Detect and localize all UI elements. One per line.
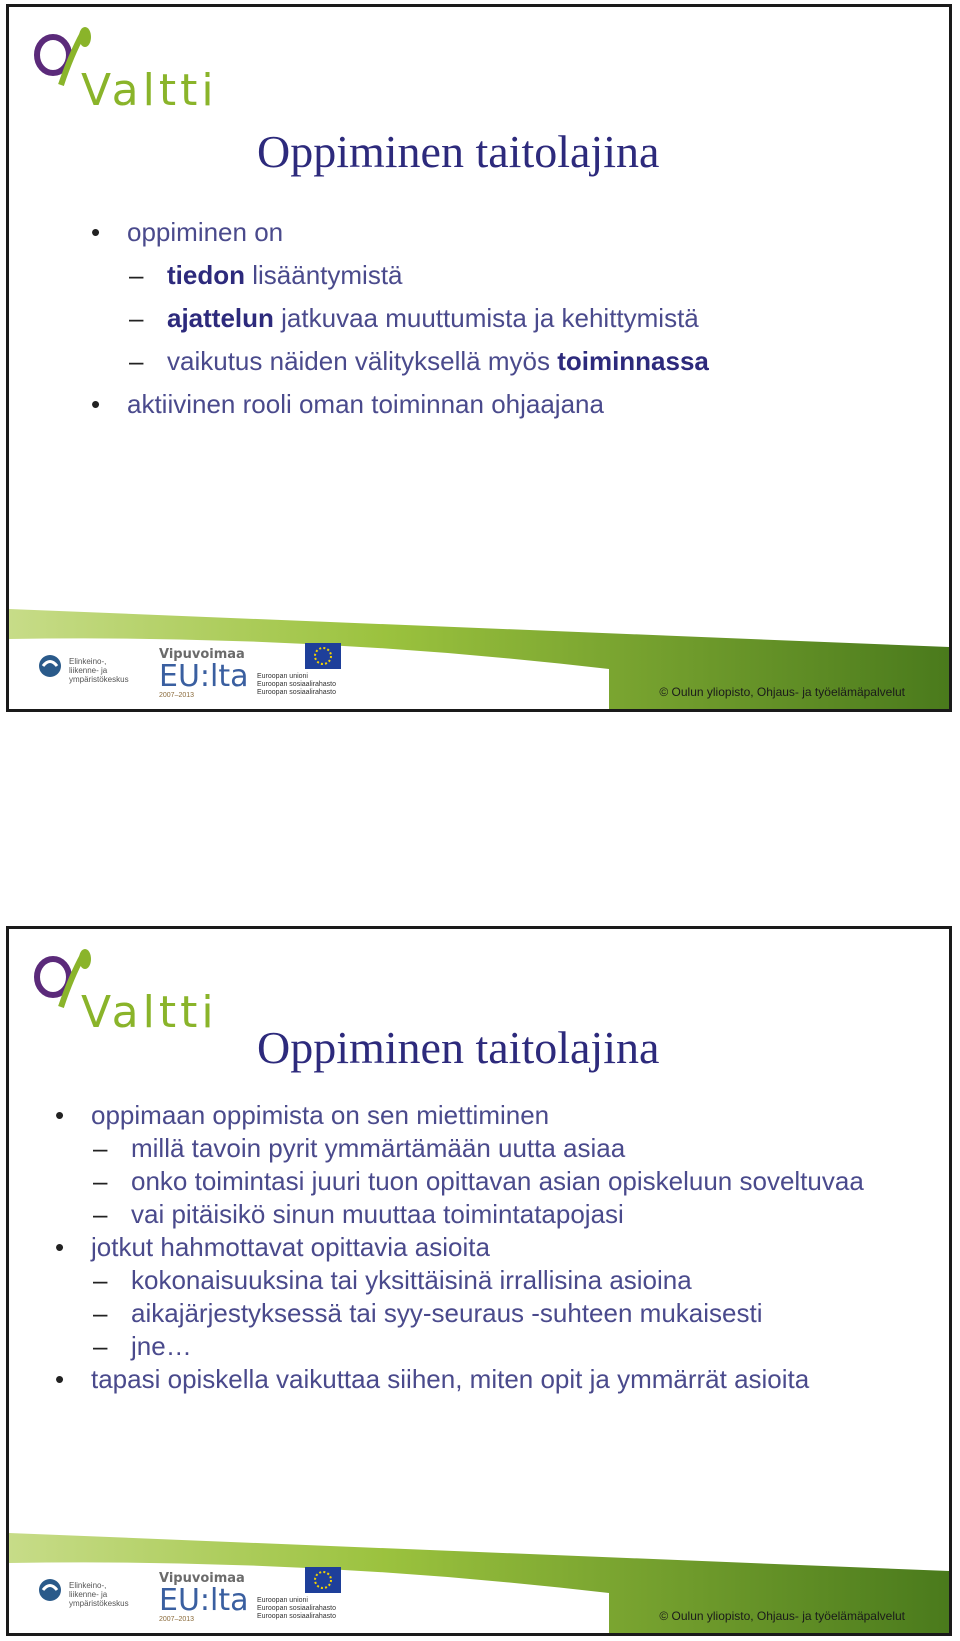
bullet-text: jne…: [131, 1331, 192, 1361]
sub-bullet-item: [91, 297, 911, 340]
slide-title: Oppiminen taitolajina: [257, 1022, 660, 1073]
bullet-item: [55, 1099, 925, 1132]
valtti-logo: [31, 25, 221, 125]
ely-logo: [37, 653, 137, 689]
esr-text: Euroopan unioni Euroopan sosiaalirahasto Euroopan sosiaalirahasto: [257, 1597, 336, 1620]
dash-marker: –: [93, 1133, 108, 1163]
bullet-text: aikajärjestyksessä tai syy-seuraus -suhteen mukaisesti: [131, 1298, 763, 1328]
valtti-logo-text: Valtti: [81, 65, 218, 116]
bullet-item: [91, 211, 911, 254]
dash-marker: –: [93, 1199, 108, 1229]
bullet-text: tapasi opiskella vaikuttaa siihen, miten opit ja ymmärrät asioita: [91, 1364, 810, 1394]
dash-marker: –: [129, 260, 144, 290]
bullet-text: millä tavoin pyrit ymmärtämään uutta asiaa: [131, 1133, 626, 1163]
slide-1: [6, 4, 952, 712]
vipuvoimaa-text: Vipuvoimaa: [159, 1571, 245, 1586]
bullet-text: jotkut hahmottavat opittavia asioita: [91, 1232, 490, 1262]
copyright: [659, 685, 905, 699]
sub-bullet-item: [55, 1132, 925, 1165]
copyright-text: Oulun yliopisto, Ohjaus- ja työelämäpalvelut: [671, 685, 905, 699]
dash-marker: –: [93, 1331, 108, 1361]
eu-years-text: 2007–2013: [159, 1616, 195, 1623]
sub-bullet-item: [55, 1330, 925, 1363]
dash-marker: –: [129, 346, 144, 376]
eu-years-text: 2007–2013: [159, 692, 195, 699]
bullet-marker: •: [55, 1364, 65, 1394]
bullet-marker: •: [91, 217, 101, 247]
bullet-item: [55, 1231, 925, 1264]
dash-marker: –: [93, 1166, 108, 1196]
bullet-text: vaikutus näiden välityksellä myös: [167, 346, 558, 376]
slide-content: [55, 1099, 925, 1396]
bullet-text: tiedon: [167, 260, 245, 290]
esr-text: Euroopan unioni Euroopan sosiaalirahasto Euroopan sosiaalirahasto: [257, 673, 336, 696]
bullet-item: [55, 1363, 925, 1396]
bullet-text: oppimaan oppimista on sen miettiminen: [91, 1100, 550, 1130]
esr-logo: [257, 643, 357, 699]
dash-marker: –: [129, 303, 144, 333]
ely-text: Elinkeino-, liikenne- ja ympäristökeskus: [69, 657, 129, 684]
copyright: [659, 1609, 905, 1623]
sub-bullet-item: [55, 1297, 925, 1330]
sub-bullet-item: [91, 254, 911, 297]
ely-logo: [37, 1577, 137, 1613]
copyright-icon: ©: [659, 1609, 669, 1623]
sub-bullet-item: [55, 1264, 925, 1297]
eu-flag-icon: [305, 643, 341, 669]
bullet-marker: •: [91, 389, 101, 419]
valtti-logo-text: Valtti: [81, 987, 218, 1038]
valtti-logo: [31, 947, 221, 1047]
bullet-text: onko toimintasi juuri tuon opittavan asian opiskeluun soveltuvaa: [131, 1166, 864, 1196]
slide-title: Oppiminen taitolajina: [257, 126, 660, 177]
ely-text: Elinkeino-, liikenne- ja ympäristökeskus: [69, 1581, 129, 1608]
bullet-text: jatkuvaa muuttumista ja kehittymistä: [273, 303, 699, 333]
eu-lta-text: EU:lta: [159, 1583, 249, 1618]
slide-2: [6, 926, 952, 1636]
bullet-text: lisääntymistä: [245, 260, 403, 290]
bullet-text: ajattelun: [167, 303, 274, 333]
sub-bullet-item: [91, 340, 911, 383]
bullet-text: toiminnassa: [557, 346, 709, 376]
bullet-item: [91, 383, 911, 426]
eu-flag-icon: [305, 1567, 341, 1593]
vipuvoimaa-logo: [159, 1571, 249, 1623]
bullet-text: oppiminen on: [127, 217, 284, 247]
sub-bullet-item: [55, 1198, 925, 1231]
dash-marker: –: [93, 1298, 108, 1328]
bullet-marker: •: [55, 1100, 65, 1130]
bullet-text: kokonaisuuksina tai yksittäisinä irrallisina asioina: [131, 1265, 692, 1295]
dash-marker: –: [93, 1265, 108, 1295]
bullet-marker: •: [55, 1232, 65, 1262]
bullet-text: vai pitäisikö sinun muuttaa toimintatapojasi: [131, 1199, 624, 1229]
sub-bullet-item: [55, 1165, 925, 1198]
vipuvoimaa-text: Vipuvoimaa: [159, 647, 245, 662]
bullet-text: aktiivinen rooli oman toiminnan ohjaajana: [127, 389, 604, 419]
ely-emblem-icon: [37, 1577, 63, 1603]
slide-content: [91, 211, 911, 426]
eu-lta-text: EU:lta: [159, 659, 249, 694]
copyright-icon: ©: [659, 685, 669, 699]
esr-logo: [257, 1567, 357, 1623]
ely-emblem-icon: [37, 653, 63, 679]
vipuvoimaa-logo: [159, 647, 249, 699]
copyright-text: Oulun yliopisto, Ohjaus- ja työelämäpalvelut: [671, 1609, 905, 1623]
